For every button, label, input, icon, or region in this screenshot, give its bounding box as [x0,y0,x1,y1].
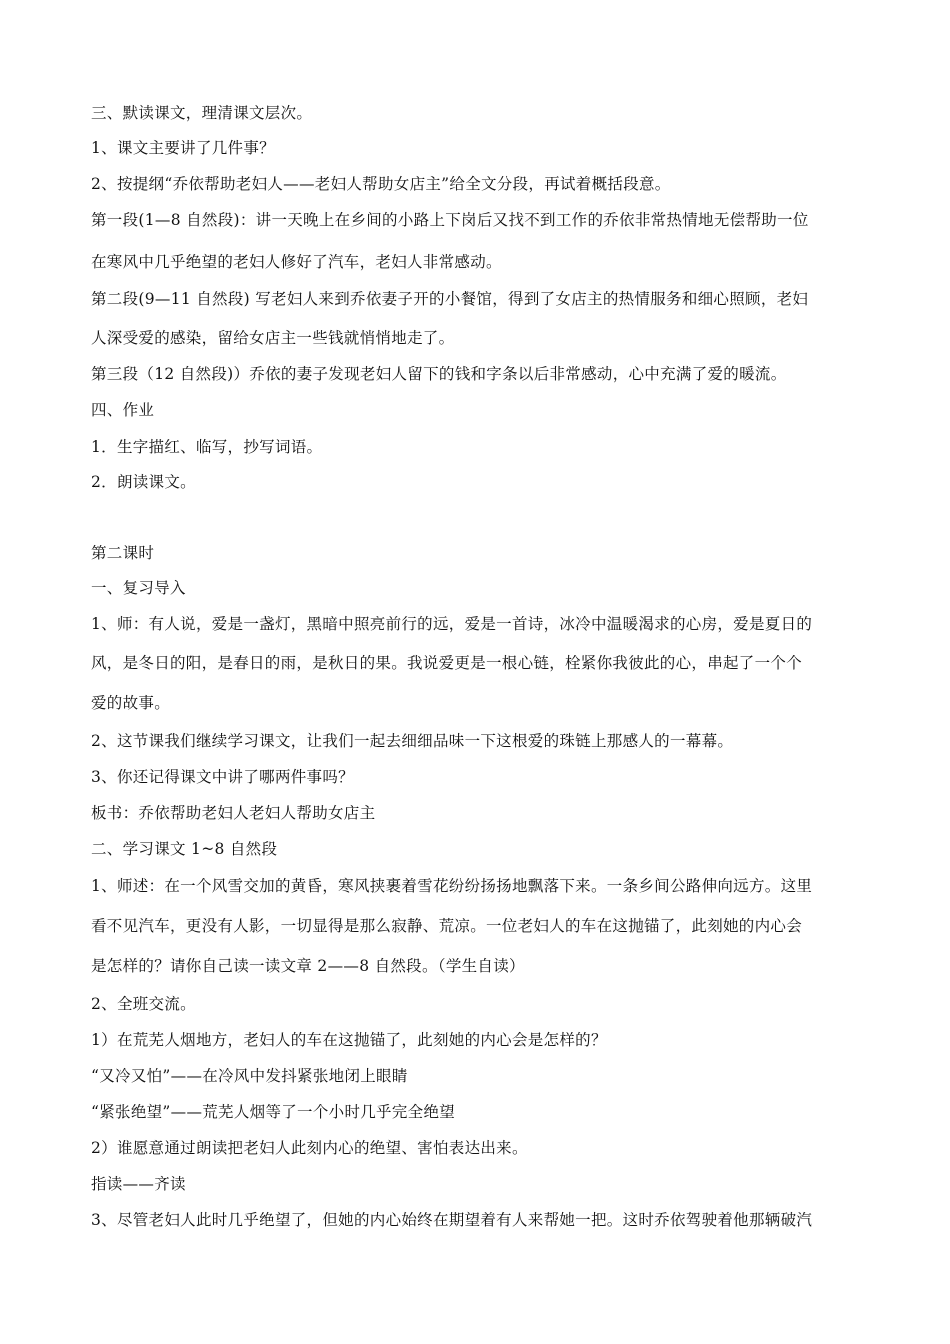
text-line: 2．朗读课文。 [91,473,196,491]
text-line: 2、这节课我们继续学习课文，让我们一起去细细品味一下这根爱的珠链上那感人的一幕幕。 [91,732,734,750]
text-line: 3、你还记得课文中讲了哪两件事吗？ [91,768,354,786]
text-line: 第一段(1—8 自然段)：讲一天晚上在乡间的小路上下岗后又找不到工作的乔依非常热情地无偿帮助一位 [91,211,809,229]
text-line: 1、师述：在一个风雪交加的黄昏，寒风挟裹着雪花纷纷扬扬地飘落下来。一条乡间公路伸向远方。这里 [91,877,813,895]
text-line: 1、师：有人说，爱是一盏灯，黑暗中照亮前行的远，爱是一首诗，冰冷中温暖渴求的心房，爱是夏日的 [91,615,813,633]
text-line: 1．生字描红、临写，抄写词语。 [91,438,323,456]
lesson-heading: 第二课时 [91,544,155,562]
text-line: 2）谁愿意通过朗读把老妇人此刻内心的绝望、害怕表达出来。 [91,1139,528,1157]
text-line: 风，是冬日的阳，是春日的雨，是秋日的果。我说爱更是一根心链，栓紧你我彼此的心，串起了一个个 [91,654,803,672]
text-line: 三、默读课文，理清课文层次。 [91,104,313,122]
text-line: 2、全班交流。 [91,995,196,1013]
text-line: 在寒风中几乎绝望的老妇人修好了汽车，老妇人非常感动。 [91,253,502,271]
text-line: 3、尽管老妇人此时几乎绝望了，但她的内心始终在期望着有人来帮她一把。这时乔依驾驶着他那辆破汽 [91,1211,813,1229]
section-heading: 四、作业 [91,401,155,419]
text-line: “又冷又怕”——在冷风中发抖紧张地闭上眼睛 [91,1067,408,1085]
text-line: “紧张绝望”——荒芜人烟等了一个小时几乎完全绝望 [91,1103,456,1121]
text-line: 看不见汽车，更没有人影，一切显得是那么寂静、荒凉。一位老妇人的车在这抛锚了，此刻她的内心会 [91,917,803,935]
section-heading: 一、复习导入 [91,579,186,597]
text-line: 人深受爱的感染，留给女店主一些钱就悄悄地走了。 [91,329,455,347]
section-heading: 二、学习课文 1~8 自然段 [91,840,278,858]
text-line: 1、课文主要讲了几件事？ [91,139,275,157]
text-line: 爱的故事。 [91,694,171,712]
blackboard-note: 板书：乔依帮助老妇人老妇人帮助女店主 [91,804,376,822]
text-line: 2、按提纲“乔依帮助老妇人——老妇人帮助女店主”给全文分段，再试着概括段意。 [91,175,671,193]
text-line: 第二段(9—11 自然段) 写老妇人来到乔依妻子开的小餐馆，得到了女店主的热情服务和细心照顾，老妇 [91,290,809,308]
text-line: 第三段（12 自然段)）乔依的妻子发现老妇人留下的钱和字条以后非常感动，心中充满了爱的暖流。 [91,365,787,383]
text-line: 指读——齐读 [91,1175,186,1193]
text-line: 1）在荒芜人烟地方，老妇人的车在这抛锚了，此刻她的内心会是怎样的？ [91,1031,607,1049]
text-line: 是怎样的？请你自己读一读文章 2——8 自然段。（学生自读） [91,957,525,975]
